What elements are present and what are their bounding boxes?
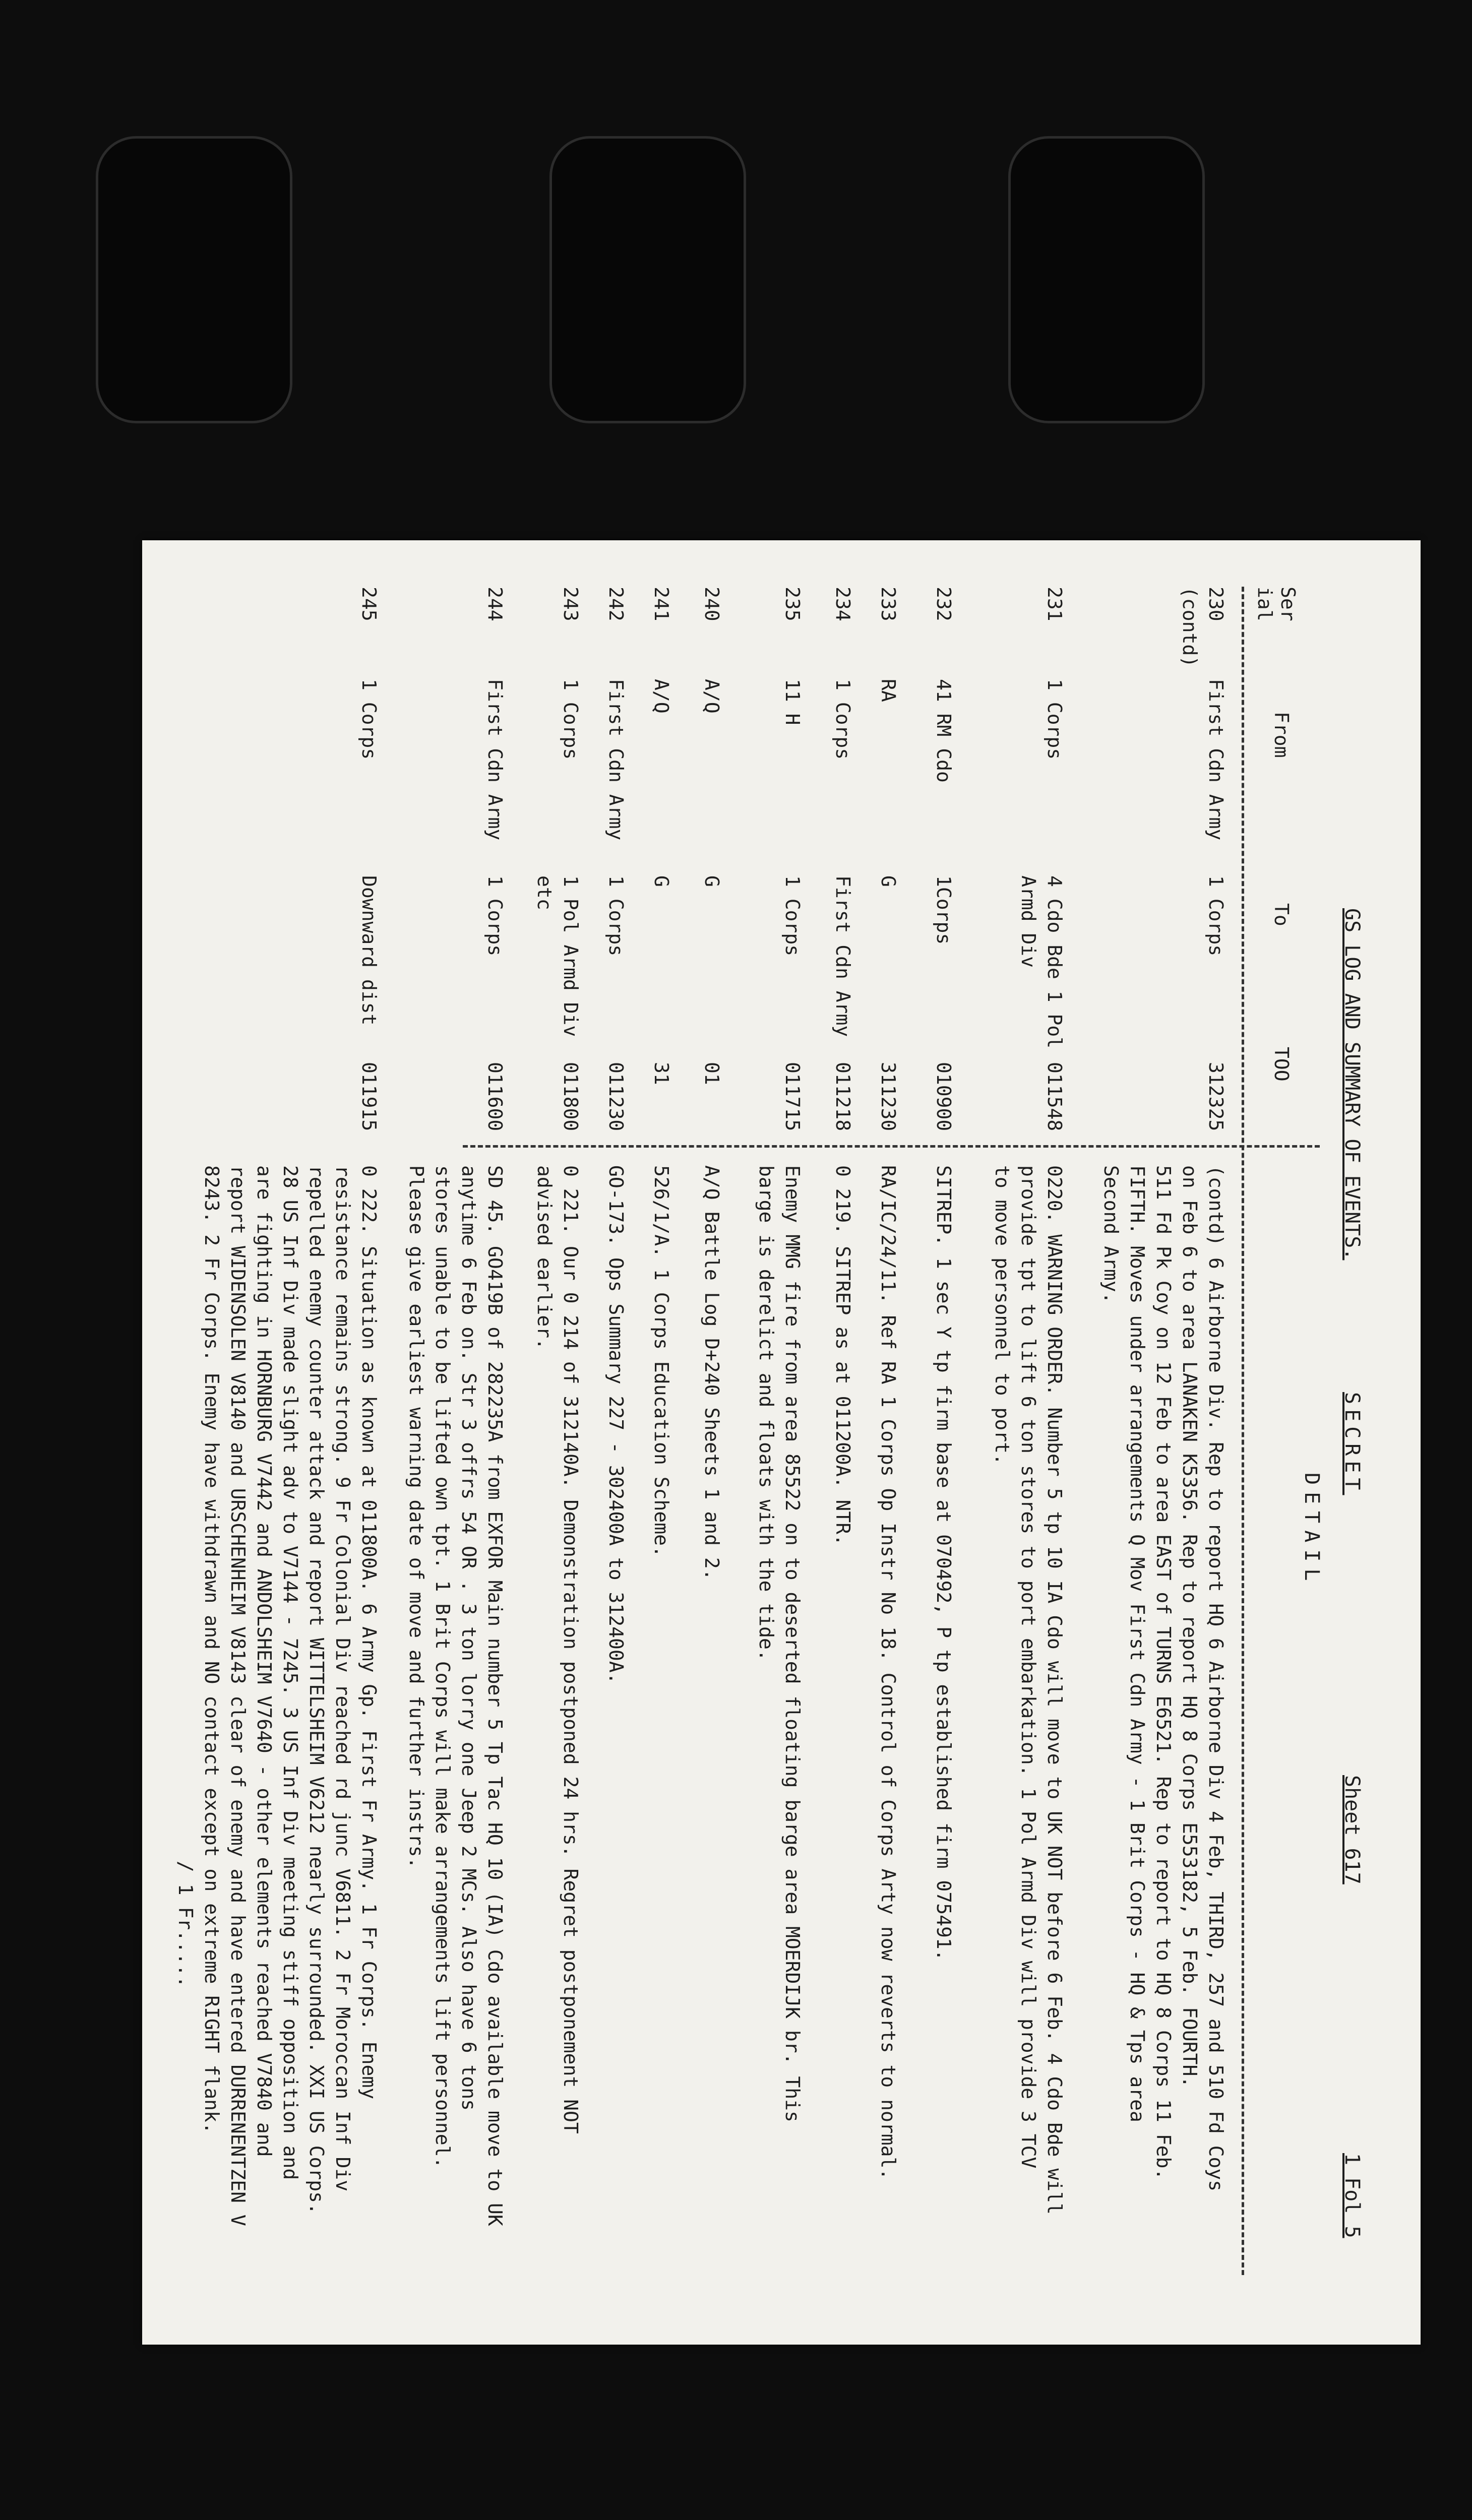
entry-too: 011800 bbox=[560, 1062, 582, 1131]
entry-serial: 240 bbox=[701, 587, 723, 621]
entry-to: 1 Pol Armd Div etc bbox=[533, 875, 582, 1037]
detail-line: FIFTH. Moves under arrangements Q Mov First Cdn Army - 1 Brit Corps - HQ & Tps area bbox=[1126, 1165, 1148, 2122]
detail-line: anytime 6 Feb on. Str 3 offrs 54 OR . 3 ton lorry one Jeep 2 MCs. Also have 6 tons bbox=[458, 1165, 480, 2111]
detail-line: on Feb 6 to area LANAKEN K5356. Rep to report HQ 8 Corps E553182, 5 Feb. FOURTH. bbox=[1179, 1165, 1201, 2088]
entry-to: G bbox=[877, 875, 899, 887]
entry-serial: 234 bbox=[832, 587, 854, 621]
detail-line: advised earlier. bbox=[533, 1165, 556, 1350]
detail-line: SITREP. 1 sec Y tp firm base at 070492, P tp established firm 075491. bbox=[933, 1165, 955, 1961]
detail-line: (contd) 6 Airborne Div. Rep to report HQ 6 Airborne Div 4 Feb, THIRD, 257 and 510 Fd Coys bbox=[1205, 1165, 1227, 2192]
detail-line: 526/1/A. 1 Corps Education Scheme. bbox=[650, 1165, 672, 1557]
entry-serial: 241 bbox=[650, 587, 672, 621]
entry-detail bbox=[1098, 1165, 1229, 2314]
sprocket-hole-top-right bbox=[1008, 136, 1205, 423]
entry-detail bbox=[931, 1165, 957, 2314]
entry-from: A/Q bbox=[650, 679, 672, 714]
entry-from: First Cdn Army bbox=[605, 679, 627, 841]
too-column-header: TOO bbox=[1270, 1047, 1293, 1082]
entry-detail bbox=[172, 1165, 382, 2314]
detail-line: resistance remains strong. 9 Fr Colonial Div reached rd junc V6811. 2 Fr Moroccan Inf Div bbox=[332, 1165, 354, 2192]
serial-column-header: Ser ial bbox=[1254, 587, 1299, 621]
entry-too: 01 bbox=[701, 1062, 723, 1085]
page-title: GS LOG AND SUMMARY OF EVENTS. bbox=[1340, 908, 1364, 1261]
entry-detail bbox=[403, 1165, 508, 2314]
header-divider bbox=[1242, 587, 1244, 2275]
entry-from: A/Q bbox=[701, 679, 723, 714]
detail-line: 8243. 2 Fr Corps. Enemy have withdrawn and NO contact except on extreme RIGHT flank. bbox=[201, 1165, 223, 2134]
entry-detail bbox=[603, 1165, 629, 2314]
entry-to: 1 Corps bbox=[781, 875, 804, 957]
entry-too: 011915 bbox=[358, 1062, 380, 1131]
entry-detail bbox=[531, 1165, 584, 2314]
detail-line: 0220. WARNING ORDER. Number 5 tp 10 IA Cdo will move to UK NOT before 6 Feb. 4 Cdo Bde will bbox=[1044, 1165, 1066, 2215]
entry-from: RA bbox=[877, 679, 899, 702]
entry-to: 1Corps bbox=[933, 875, 955, 945]
entry-serial: 242 bbox=[605, 587, 627, 621]
entry-to: 1 Corps bbox=[484, 875, 506, 957]
entry-serial: 245 bbox=[358, 587, 380, 621]
from-column-header: From bbox=[1270, 712, 1293, 758]
detail-column-header: DETAIL bbox=[1300, 1473, 1323, 1588]
detail-line: report WIDENSOLEN V8140 and URSCHENHEIM V8143 clear of enemy and have entered DURRENENTZEN V bbox=[227, 1165, 249, 2226]
entry-detail bbox=[699, 1165, 725, 2314]
detail-line: Enemy MMG fire from area 85522 on to deserted floating barge area MOERDIJK br. This bbox=[781, 1165, 804, 2122]
entry-to: G bbox=[701, 875, 723, 887]
entry-to: 4 Cdo Bde 1 Pol Armd Div bbox=[1017, 875, 1066, 1049]
classification-stamp: SECRET bbox=[1340, 1392, 1364, 1495]
detail-line: Second Army. bbox=[1100, 1165, 1122, 1304]
detail-line: 0 221. Our 0 214 of 312140A. Demonstration postponed 24 hrs. Regret postponement NOT bbox=[560, 1165, 582, 2134]
entry-serial: 232 bbox=[933, 587, 955, 621]
entry-detail bbox=[875, 1165, 901, 2314]
log-page bbox=[142, 540, 1421, 2345]
to-column-header: To bbox=[1270, 903, 1293, 926]
entry-from: 1 Corps bbox=[1044, 679, 1066, 760]
entry-too: 011715 bbox=[781, 1062, 804, 1131]
detail-line: Please give earliest warning date of move and further instrs. bbox=[405, 1165, 427, 1869]
detail-line: / 1 Fr..... bbox=[174, 1861, 197, 1988]
entry-too: 010900 bbox=[933, 1062, 955, 1131]
entry-detail bbox=[989, 1165, 1068, 2314]
entry-from: 1 Corps bbox=[832, 679, 854, 760]
detail-line: 511 Fd Pk Coy on 12 Feb to area EAST of TURNS E6521. Rep to report to HQ 8 Corps 11 Feb. bbox=[1152, 1165, 1175, 2180]
entry-too: 311230 bbox=[877, 1062, 899, 1131]
detail-line: stores unable to be lifted own tpt. 1 Brit Corps will make arrangements lift personnel. bbox=[432, 1165, 454, 2169]
detail-line: to move personnel to port. bbox=[991, 1165, 1013, 1465]
entry-serial: 244 bbox=[484, 587, 506, 621]
entry-from: 11 H bbox=[781, 679, 804, 725]
entry-serial: 233 bbox=[877, 587, 899, 621]
entry-too: 011218 bbox=[832, 1062, 854, 1131]
entry-serial: 231 bbox=[1044, 587, 1066, 621]
entry-too: 011600 bbox=[484, 1062, 506, 1131]
detail-line: provide tpt to lift 6 ton stores to port embarkation. 1 Pol Armd Div will provide 3 TCV bbox=[1017, 1165, 1039, 2169]
detail-line: 0 222. Situation as known at 011800A. 6 Army Gp. First Fr Army. 1 Fr Corps. Enemy bbox=[358, 1165, 380, 2100]
detail-line: RA/IC/24/11. Ref RA 1 Corps Op Instr No 18. Control of Corps Arty now reverts to normal. bbox=[877, 1165, 899, 2180]
entry-from: First Cdn Army bbox=[1205, 679, 1227, 841]
entry-from: First Cdn Army bbox=[484, 679, 506, 841]
entry-too: 011230 bbox=[605, 1062, 627, 1131]
entry-from: 1 Corps bbox=[560, 679, 582, 760]
detail-line: are fighting in HORNBURG V7442 and ANDOLSHEIM V7640 - other elements reached V7840 and bbox=[253, 1165, 275, 2157]
entry-from: 41 RM Cdo bbox=[933, 679, 955, 783]
detail-line: repelled enemy counter attack and report WITTELSHEIM V6212 nearly surrounded. XXI US Corps. bbox=[305, 1165, 328, 2215]
entry-detail bbox=[648, 1165, 674, 2314]
folio-number: 1 Fol 5 bbox=[1340, 2153, 1364, 2238]
detail-line: barge is derelict and floats with the tide. bbox=[755, 1165, 777, 1661]
entry-detail bbox=[830, 1165, 856, 2314]
entry-serial: 230 (contd) bbox=[1179, 587, 1227, 668]
entry-to: G bbox=[650, 875, 672, 887]
entry-to: First Cdn Army bbox=[832, 875, 854, 1037]
entry-to: Downward dist bbox=[358, 875, 380, 1026]
entry-to: 1 Corps bbox=[1205, 875, 1227, 957]
entry-serial: 243 bbox=[560, 587, 582, 621]
entry-to: 1 Corps bbox=[605, 875, 627, 957]
sprocket-hole-top-center bbox=[549, 136, 746, 423]
entry-too: 31 bbox=[650, 1062, 672, 1085]
sprocket-hole-top-left bbox=[96, 136, 292, 423]
entry-too: 011548 bbox=[1044, 1062, 1066, 1131]
detail-line: 0 219. SITREP as at 011200A. NTR. bbox=[832, 1165, 854, 1546]
document-sheet bbox=[142, 540, 1421, 2345]
entry-too: 312325 bbox=[1205, 1062, 1227, 1131]
entry-detail bbox=[753, 1165, 806, 2314]
detail-line: A/Q Battle Log D+240 Sheets 1 and 2. bbox=[701, 1165, 723, 1581]
detail-line: 28 US Inf Div made slight adv to V7144 - 7245. 3 US Inf Div meeting stiff opposition and bbox=[279, 1165, 301, 2180]
detail-line: SD 45. GO419B of 282235A from EXFOR Main number 5 Tp Tac HQ 10 (IA) Cdo available move to UK bbox=[484, 1165, 506, 2226]
entry-serial: 235 bbox=[781, 587, 804, 621]
entry-from: 1 Corps bbox=[358, 679, 380, 760]
detail-line: GO-173. Ops Summary 227 - 302400A to 312400A. bbox=[605, 1165, 627, 1684]
sheet-number: Sheet 617 bbox=[1340, 1775, 1364, 1884]
